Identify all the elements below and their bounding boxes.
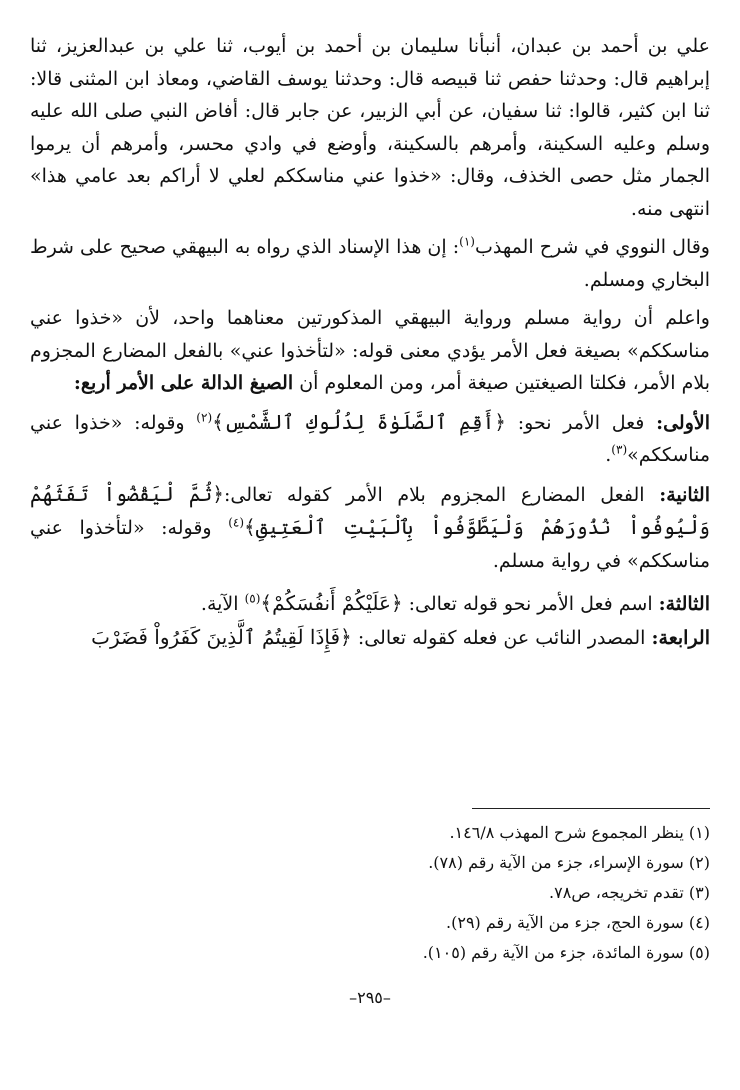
footnote-item: (٢) سورة الإسراء، جزء من الآية رقم (٧٨). [428,853,710,872]
hadith-chain-text: علي بن أحمد بن عبدان، أنبأنا سليمان بن أحمد بن أيوب، ثنا علي بن عبدالعزيز، ثنا إبراهيم قال: وحدثنا حفص ثنا قبيصه قال: وحدثنا يوسف القاضي، ومعاذ ابن المثنى قالا: ثنا ابن كثير، قالوا: ثنا سفيان، عن أبي الزبير، عن جابر قال: أفاض النبي صلى الله عليه وسلم وعليه السكينة، وأمرهم بالسكينة، وأوضع في وادي محسر، وأمرهم أن يرموا الجمار مثل حصى الخذف، وقال: «خذوا عني مناسككم لعلي لا أراكم بعد عامي هذا» انتهى منه. [30,35,710,220]
footnote-item: (٤) سورة الحج، جزء من الآية رقم (٢٩). [446,913,710,932]
second-form-rest: وقوله: «لتأخذوا عني مناسككم» في رواية مسلم. [30,517,710,572]
page-number: –٢٩٥– [349,988,391,1007]
first-form-verse: ﴿أَقِمِ ٱلصَّلَوٰةَ لِدُلُوكِ ٱلشَّمْسِ﴾ [212,409,507,434]
footnote-item: (١) ينظر المجموع شرح المهذب ١٤٦/٨. [449,823,710,842]
third-form-verse: ﴿عَلَيْكُمْ أَنفُسَكُمْ﴾ [260,591,403,615]
fourth-form-verse: ﴿فَإِذَا لَقِيتُمُ ٱلَّذِينَ كَفَرُواْ فَضَرْبَ [91,624,352,649]
third-form-rest: الآية. [200,593,239,615]
first-form-text: فعل الأمر نحو: [517,411,645,434]
first-form-rest: وقوله: «خذوا عني مناسككم» [30,411,710,466]
fourth-form-text: المصدر النائب عن فعله كقوله تعالى: [357,626,646,649]
first-form-label: الأولى: [656,411,711,434]
footnote-item: (٥) سورة المائدة، جزء من الآية رقم (١٠٥). [422,943,710,962]
second-form-label: الثانية: [659,483,710,506]
footnote-item: (٣) تقدم تخريجه، ص٧٨. [549,883,710,902]
second-form-verse: ﴿ثُمَّ لْيَقْضُواْ تَفَثَهُمْ وَلْيُوفُواْ نُذُورَهُمْ وَلْيَطَّوَّفُواْ بِٱلْبَيْتِ ٱلْعَتِيقِ﴾ [30,481,710,539]
main-text [30,30,710,654]
hadith-chain-paragraph [30,30,710,225]
nawawi-paragraph [30,231,710,296]
third-form-text: اسم فعل الأمر نحو قوله تعالى: [408,593,653,615]
third-form-paragraph [30,587,710,621]
footnote-marker-5: (٥) [244,591,261,606]
nawawi-rest-text: : إن هذا الإسناد الذي رواه به البيهقي صحيح على شرط البخاري ومسلم. [30,236,710,291]
footnote-divider [472,808,710,809]
third-form-label: الثالثة: [658,593,710,615]
footnote-marker-3: (٣) [611,442,628,457]
know-paragraph [30,302,710,400]
nawawi-lead-text: وقال النووي في شرح المهذب [474,236,710,258]
second-form-paragraph [30,478,710,578]
know-text: واعلم أن رواية مسلم ورواية البيهقي المذكورتين معناهما واحد، لأن «خذوا عني مناسككم» بصيغة فعل الأمر يؤدي معنى قوله: «لتأخذوا عني» بالفعل المضارع المجزوم بلام الأمر، فكلتا الصيغتين صيغة أمر، ومن المعلوم أن [30,307,710,394]
footnote-marker-4: (٤) [228,515,245,530]
footnote-marker-1: (١) [459,234,475,249]
footnote-marker-2: (٢) [196,410,213,425]
footnotes [210,818,710,968]
four-forms-heading: الصيغ الدالة على الأمر أربع: [73,372,294,394]
second-form-text: الفعل المضارع المجزوم بلام الأمر كقوله تعالى: [223,483,645,506]
first-form-paragraph [30,406,710,472]
fourth-form-paragraph [30,621,710,655]
fourth-form-label: الرابعة: [651,626,710,649]
first-form-end: . [605,444,612,466]
